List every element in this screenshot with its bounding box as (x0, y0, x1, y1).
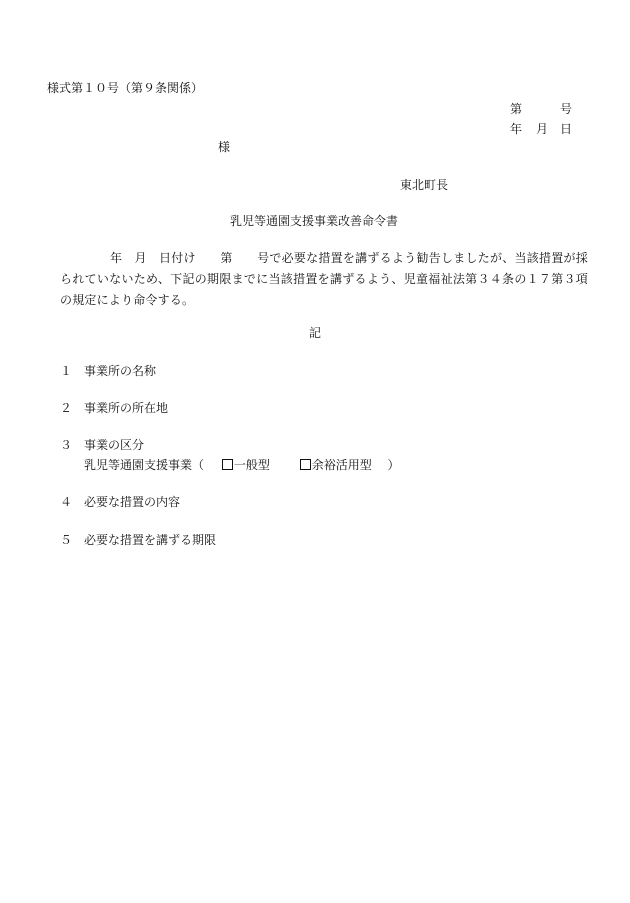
item-label: 必要な措置の内容 (84, 495, 181, 509)
item-label: 事業の区分 (84, 438, 145, 452)
item-label: 必要な措置を講ずる期限 (84, 533, 217, 547)
item-number: ３ (60, 438, 73, 452)
item-number: ４ (60, 495, 73, 509)
document-title: 乳児等通園支援事業改善命令書 (230, 214, 399, 228)
checkbox-general[interactable] (222, 459, 233, 470)
item-number: ２ (60, 401, 73, 415)
date-month: 月 (536, 122, 549, 136)
doc-no-suffix: 号 (560, 102, 573, 116)
division-option-general: 一般型 (233, 458, 270, 472)
form-number: 様式第１０号（第９条関係） (47, 81, 204, 95)
division-prefix: 乳児等通園支援事業（ (84, 458, 205, 472)
item-label: 事業所の所在地 (84, 401, 169, 415)
addressee-honorific: 様 (218, 140, 231, 154)
ki-heading: 記 (309, 326, 322, 340)
checkbox-surplus[interactable] (300, 459, 311, 470)
item-label: 事業所の名称 (84, 364, 157, 378)
item-number: ５ (60, 533, 73, 547)
division-suffix: ） (387, 458, 400, 472)
division-option-surplus: 余裕活用型 (311, 458, 372, 472)
division-line (84, 456, 400, 473)
date-year: 年 (510, 122, 523, 136)
date-day: 日 (560, 122, 573, 136)
doc-no-prefix: 第 (510, 102, 523, 116)
item-number: １ (60, 364, 73, 378)
body-paragraph: 年 月 日付け 第 号で必要な措置を講ずるよう勧告しましたが、当該措置が採られていないため、下記の期限までに当該措置を講ずるよう、児童福祉法第３４条の１７第３項の規定により命令する。 (60, 251, 588, 307)
issuer: 東北町長 (400, 178, 449, 192)
